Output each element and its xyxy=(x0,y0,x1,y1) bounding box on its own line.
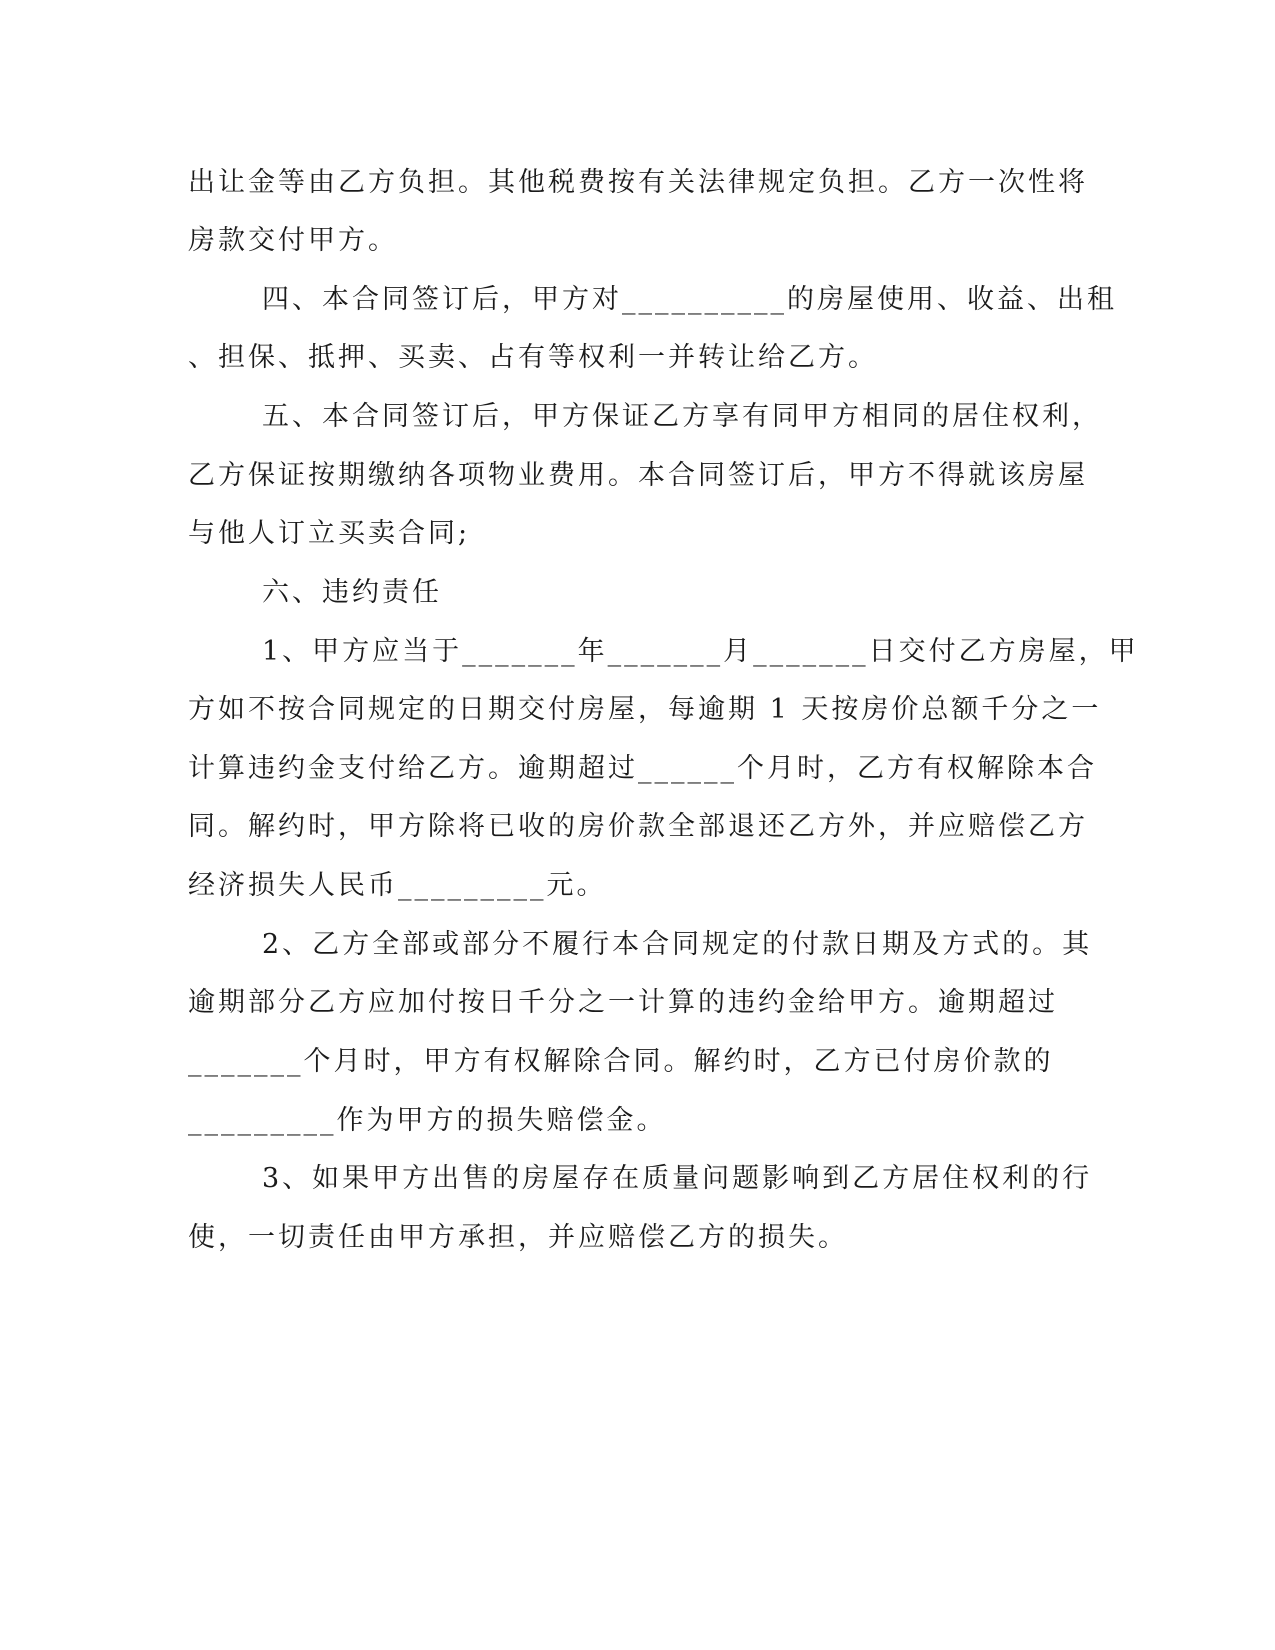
text-line: 出让金等由乙方负担。其他税费按有关法律规定负担。乙方一次性将 xyxy=(188,167,1088,198)
section-heading-breach: 六、违约责任 xyxy=(262,577,442,608)
text-line: 与他人订立买卖合同; xyxy=(188,518,471,549)
text-line: 同。解约时，甲方除将已收的房价款全部退还乙方外，并应赔偿乙方 xyxy=(188,811,1088,842)
item-one: 1、甲方应当于_______年_______月_______日交付乙方房屋，甲 xyxy=(262,636,1139,667)
clause-five: 五、本合同签订后，甲方保证乙方享有同甲方相同的居住权利， xyxy=(262,401,1102,432)
clause-four: 四、本合同签订后，甲方对__________的房屋使用、收益、出租 xyxy=(262,284,1117,315)
text-line: 使，一切责任由甲方承担，并应赔偿乙方的损失。 xyxy=(188,1222,848,1253)
text-line: 经济损失人民币_________元。 xyxy=(188,870,607,901)
text-line: 、担保、抵押、买卖、占有等权利一并转让给乙方。 xyxy=(188,342,878,373)
text-line: 方如不按合同规定的日期交付房屋，每逾期 1 天按房价总额千分之一 xyxy=(188,694,1102,725)
text-line: 逾期部分乙方应加付按日千分之一计算的违约金给甲方。逾期超过 xyxy=(188,987,1058,1018)
item-two: 2、乙方全部或部分不履行本合同规定的付款日期及方式的。其 xyxy=(262,929,1093,960)
item-three: 3、如果甲方出售的房屋存在质量问题影响到乙方居住权利的行 xyxy=(262,1163,1093,1194)
text-line: 计算违约金支付给乙方。逾期超过______个月时，乙方有权解除本合 xyxy=(188,753,1097,784)
text-line: 房款交付甲方。 xyxy=(188,225,398,256)
text-line: 乙方保证按期缴纳各项物业费用。本合同签订后，甲方不得就该房屋 xyxy=(188,460,1088,491)
text-line: _______个月时，甲方有权解除合同。解约时，乙方已付房价款的 xyxy=(188,1046,1054,1077)
text-line: _________作为甲方的损失赔偿金。 xyxy=(188,1105,667,1136)
